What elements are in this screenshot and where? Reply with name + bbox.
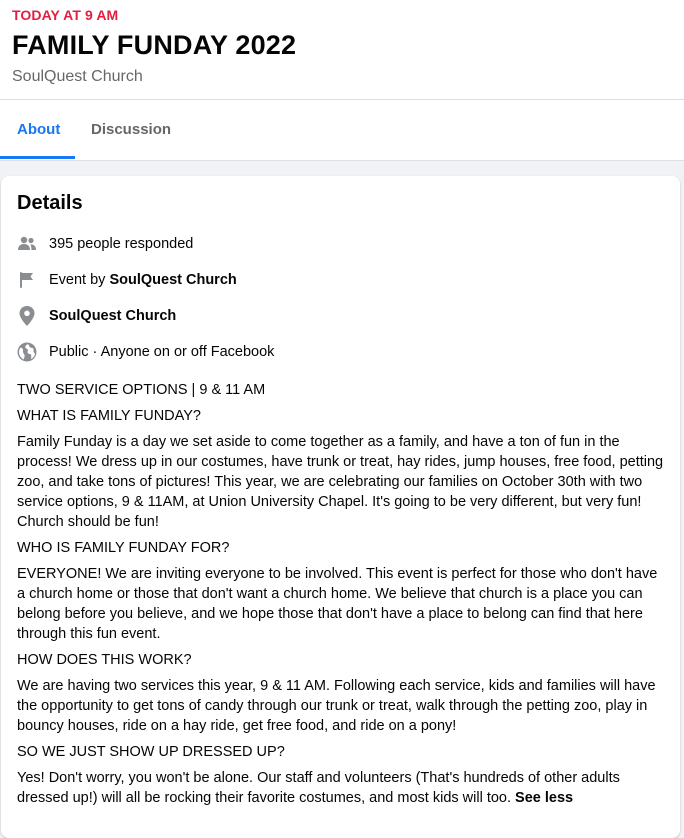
tab-discussion[interactable]: Discussion (91, 121, 172, 138)
location-name[interactable]: SoulQuest Church (49, 308, 177, 324)
description-line: SO WE JUST SHOW UP DRESSED UP? (17, 744, 285, 760)
privacy-row (17, 340, 274, 364)
description-paragraph (17, 768, 669, 808)
description-paragraph: We are having two services this year, 9 & 11 AM. Following each service, kids and families will have the opportunity to get tons of candy through our trunk or treat, walk through the petting zoo, play in bouncy houses, ride on a hay ride, get free food, and ride on a pony! (17, 678, 656, 734)
location-row (17, 304, 176, 328)
description-last-text: Yes! Don't worry, you won't be alone. Our staff and volunteers (That's hundreds of other adults dressed up!) will all be rocking their favorite costumes, and most kids will too. (17, 770, 620, 806)
see-less-button[interactable]: See less (515, 790, 574, 806)
header-shadow (0, 160, 684, 161)
description-line: HOW DOES THIS WORK? (17, 652, 192, 668)
responded-count[interactable]: 395 people responded (49, 236, 194, 252)
globe-icon (17, 342, 37, 362)
privacy-text: Public · Anyone on or off Facebook (49, 344, 275, 360)
event-host[interactable]: SoulQuest Church (12, 68, 143, 85)
event-description (17, 380, 669, 814)
description-line: WHAT IS FAMILY FUNDAY? (17, 408, 201, 424)
description-line: WHO IS FAMILY FUNDAY FOR? (17, 540, 230, 556)
event-title: FAMILY FUNDAY 2022 (12, 30, 297, 60)
event-header (0, 0, 684, 160)
event-by-host-link[interactable]: SoulQuest Church (109, 272, 237, 288)
description-paragraph: EVERYONE! We are inviting everyone to be involved. This event is perfect for those who don't have a church home or those that don't want a church home. We believe that church is a place you can belong before you believe, and we hope those that don't have a place to belong can find that here through this fun event. (17, 566, 658, 642)
details-heading: Details (17, 192, 83, 214)
event-by-prefix: Event by (49, 272, 110, 288)
active-tab-indicator (0, 156, 75, 159)
event-date: TODAY AT 9 AM (12, 7, 119, 23)
event-by-text (49, 272, 237, 288)
tab-about[interactable]: About (17, 121, 61, 138)
people-icon (17, 234, 37, 254)
responded-row (17, 232, 193, 256)
location-pin-icon (17, 306, 37, 326)
header-divider (0, 99, 684, 100)
description-paragraph: Family Funday is a day we set aside to come together as a family, and have a ton of fun in the process! We dress up in our costumes, have trunk or treat, hay rides, jump houses, free food, petting zoo, and take tons of pictures! This year, we are celebrating our families on October 30th with two service options, 9 & 11AM, at Union University Chapel. It's going to be very different, but very fun! Church should be fun! (17, 434, 664, 530)
event-by-row (17, 268, 237, 292)
flag-icon (17, 270, 37, 290)
details-card (1, 176, 680, 838)
description-line: TWO SERVICE OPTIONS | 9 & 11 AM (17, 382, 266, 398)
